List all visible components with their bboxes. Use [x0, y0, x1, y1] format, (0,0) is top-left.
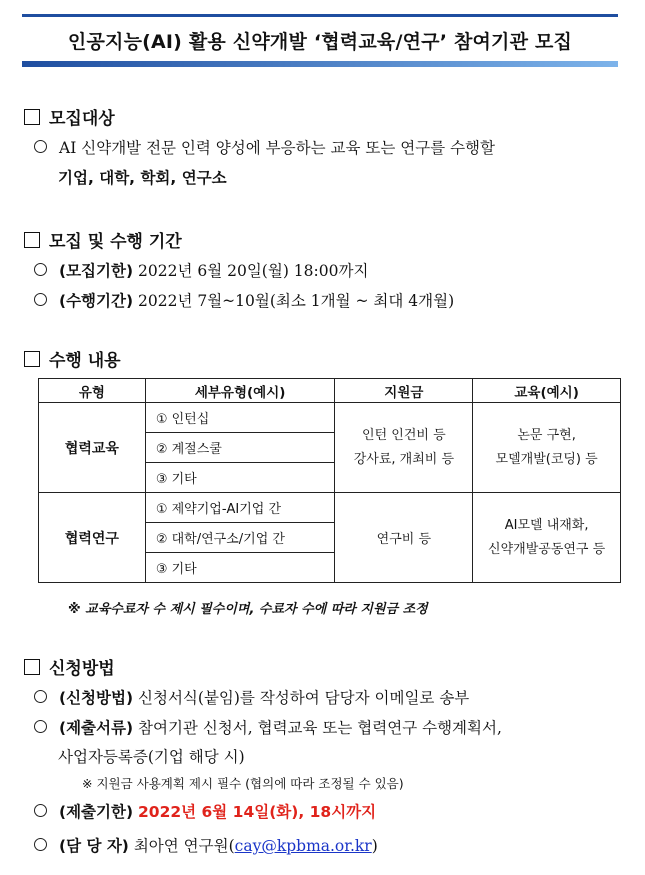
circle-bullet-icon: [34, 293, 47, 306]
table-cell-subtype: ① 제약기업-AI기업 간: [145, 493, 335, 523]
table-header: 교육(예시): [473, 379, 621, 403]
table-row: [39, 403, 621, 433]
page-title: 인공지능(AI) 활용 신약개발 ‘협력교육/연구’ 참여기관 모집: [67, 31, 573, 53]
table-cell-support: [335, 403, 473, 493]
circle-bullet-icon: [34, 804, 47, 817]
circle-bullet-icon: [34, 140, 47, 153]
table-cell-subtype: ② 대학/연구소/기업 간: [145, 523, 335, 553]
section-target-title: 모집대상: [49, 109, 115, 129]
table-cell-subtype: ② 계절스쿨: [145, 433, 335, 463]
apply-deadline: [34, 800, 376, 822]
period-label: (수행기간): [59, 292, 134, 310]
period-label: (모집기한): [59, 262, 134, 280]
table-cell-type: 협력연구: [39, 493, 146, 583]
table-note: ※ 교육수료자 수 제시 필수이며, 수료자 수에 따라 지원금 조정: [68, 602, 428, 617]
table-cell-subtype: ③ 기타: [145, 463, 335, 493]
section-content-title: 수행 내용: [49, 351, 121, 371]
table-header: 유형: [39, 379, 146, 403]
apply-method-value: 신청서식(붙임)를 작성하여 담당자 이메일로 송부: [138, 689, 470, 707]
section-period-title: 모집 및 수행 기간: [49, 232, 182, 252]
apply-method: [34, 686, 469, 708]
support-line: 인턴 인건비 등: [362, 427, 446, 443]
apply-contact: [34, 834, 378, 856]
table-header-row: [39, 379, 621, 403]
apply-deadline-label: (제출기한): [59, 803, 134, 821]
apply-docs-value: 참여기관 신청서, 협력교육 또는 협력연구 수행계획서,: [138, 719, 502, 737]
table-cell-type: 협력교육: [39, 403, 146, 493]
content-table: [38, 378, 621, 583]
circle-bullet-icon: [34, 838, 47, 851]
target-line-1: [34, 136, 495, 158]
education-line: AI모델 내재화,: [504, 517, 589, 533]
table-cell-support: [335, 493, 473, 583]
education-line: 신약개발공동연구 등: [488, 541, 606, 557]
table-row: [39, 493, 621, 523]
education-line: 모델개발(코딩) 등: [495, 451, 598, 467]
apply-docs-line-2: 사업자등록증(기업 해당 시): [58, 748, 245, 766]
circle-bullet-icon: [34, 720, 47, 733]
contact-name: 최아연 연구원(: [133, 837, 235, 855]
section-apply-heading: [24, 654, 115, 679]
education-line: 논문 구현,: [517, 427, 576, 443]
apply-method-label: (신청방법): [59, 689, 134, 707]
apply-contact-label: (담 당 자): [59, 837, 129, 855]
section-apply-title: 신청방법: [49, 659, 115, 679]
table-cell-education: [473, 403, 621, 493]
section-period-heading: [24, 227, 182, 252]
support-line: 연구비 등: [376, 532, 432, 547]
checkbox-square-icon: [24, 109, 40, 125]
checkbox-square-icon: [24, 232, 40, 248]
period-item-perform: [34, 289, 454, 311]
circle-bullet-icon: [34, 690, 47, 703]
apply-deadline-value: 2022년 6월 14일(화), 18시까지: [138, 803, 377, 821]
apply-docs-label: (제출서류): [59, 719, 134, 737]
apply-docs: [34, 716, 502, 738]
support-line: 강사료, 개최비 등: [353, 451, 455, 467]
table-cell-education: [473, 493, 621, 583]
title-banner: [22, 14, 618, 67]
checkbox-square-icon: [24, 659, 40, 675]
circle-bullet-icon: [34, 263, 47, 276]
target-orgs: 기업, 대학, 학회, 연구소: [58, 169, 227, 187]
table-cell-subtype: ③ 기타: [145, 553, 335, 583]
contact-close-paren: ): [371, 837, 378, 855]
table-cell-subtype: ① 인턴십: [145, 403, 335, 433]
period-value: 2022년 7월~10월(최소 1개월 ~ 최대 4개월): [138, 292, 455, 310]
apply-docs-note: ※ 지원금 사용계획 제시 필수 (협의에 따라 조정될 수 있음): [82, 776, 404, 791]
table-header: 지원금: [335, 379, 473, 403]
table-header: 세부유형(예시): [145, 379, 335, 403]
section-content-heading: [24, 346, 121, 371]
section-target-heading: [24, 104, 115, 129]
period-value: 2022년 6월 20일(월) 18:00까지: [138, 262, 369, 280]
checkbox-square-icon: [24, 351, 40, 367]
target-description: AI 신약개발 전문 인력 양성에 부응하는 교육 또는 연구를 수행할: [59, 139, 495, 157]
contact-email-link[interactable]: cay@kpbma.or.kr: [234, 837, 372, 855]
period-item-recruit: [34, 259, 368, 281]
